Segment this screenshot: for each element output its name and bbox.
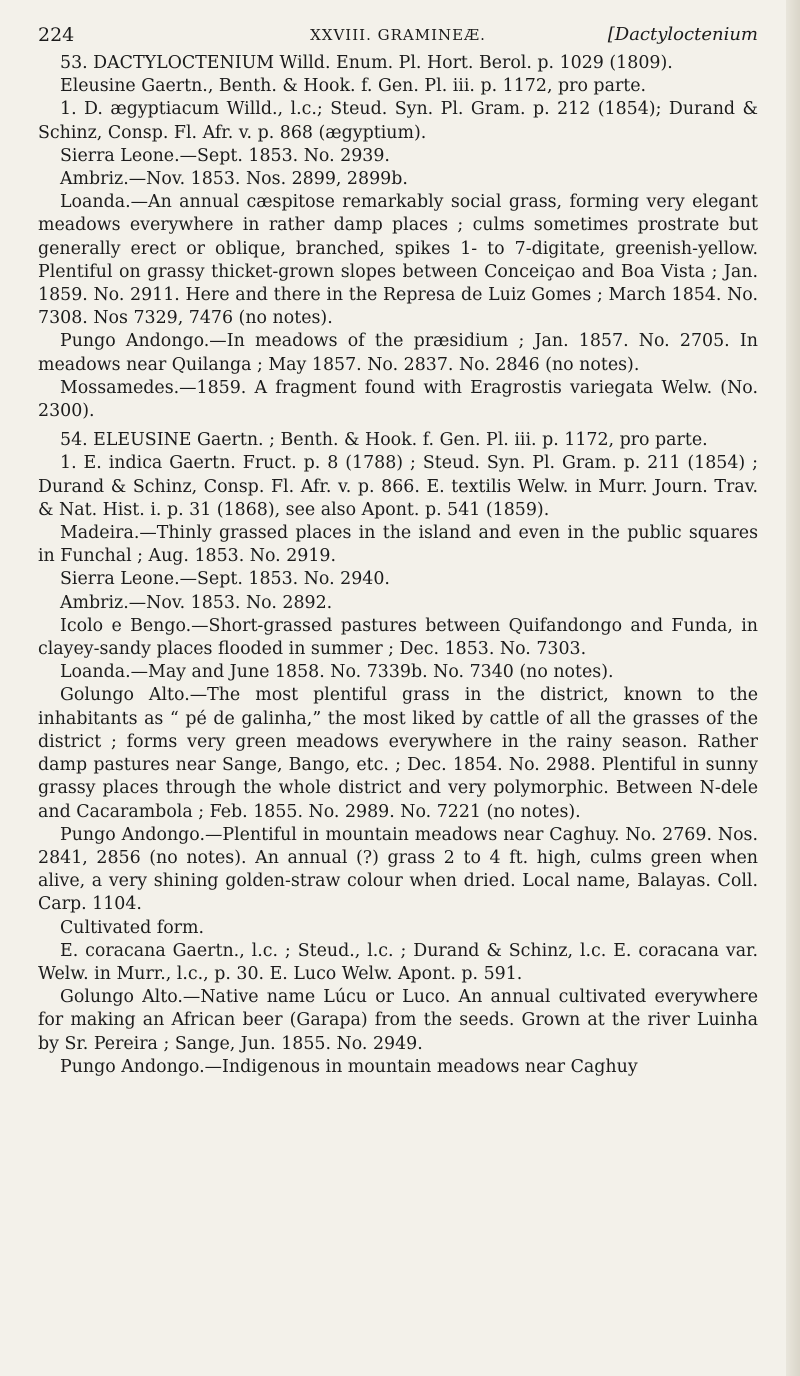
species-d-aegyptiacum: 1. D. ægyptiacum Willd., l.c.; Steud. Syn. Pl. Gram. p. 212 (1854); Durand & Schinz, Consp. Fl. Afr. v. p. 868 (ægyptium). [38,99,758,143]
species-e-indica: 1. E. indica Gaertn. Fruct. p. 8 (1788) ; Steud. Syn. Pl. Gram. p. 211 (1854) ; Durand & Schinz, Consp. Fl. Afr. v. p. 866. E. textilis Welw. in Murr. Journ. Trav. & Nat. Hist. i. p. 31 (1868), see also Apont. p. 541 (1859). [38,453,758,520]
locality-mossamedes: Mossamedes.—1859. A fragment found with Eragrostis variegata Welw. (No. 2300). [38,377,758,422]
running-header [38,18,758,52]
cultivated-form-heading: Cultivated form. [60,917,204,938]
locality-pungo-andongo-2: Pungo Andongo.—Plentiful in mountain meadows near Caghuy. No. 2769. Nos. 2841, 2856 (no notes). An annual (?) grass 2 to 4 ft. high, culms green when alive, a very shining golden-straw colour when dried. Local name, Balayas. Coll. Carp. 1104. [38,824,758,915]
running-title: XXVIII. GRAMINEÆ. [310,26,486,44]
locality-pungo-andongo-3: Pungo Andongo.—Indigenous in mountain meadows near Caghuy [60,1056,638,1077]
genus-54-heading: 54. ELEUSINE Gaertn. ; Benth. & Hook. f. Gen. Pl. iii. p. 1172, pro parte. [60,430,708,451]
page-number: 224 [38,24,75,46]
locality-golungo-alto: Golungo Alto.—The most plentiful grass in the district, known to the inhabitants as “ pé de galinha,” the most liked by cattle of all the grasses of the district ; forms very green meadows everywhere in the rainy season. Rather damp pastures near Sange, Bango, etc. ; Dec. 1854. No. 2988. Plentiful in sunny grassy places through the whole district and very polymorphic. Between N-dele and Cacarambola ; Feb. 1855. No. 2989. No. 7221 (no notes). [38,685,758,822]
locality-icolo-e-bengo: Icolo e Bengo.—Short-grassed pastures between Quifandongo and Funda, in clayey-sandy places flooded in summer ; Dec. 1853. No. 7303. [38,615,758,660]
genus-header: [Dactyloctenium [607,24,758,45]
locality-sierra-leone-2: Sierra Leone.—Sept. 1853. No. 2940. [60,569,390,590]
synonym-eleusine: Eleusine Gaertn., Benth. & Hook. f. Gen. Pl. iii. p. 1172, pro parte. [60,76,647,97]
page-edge-shadow [786,0,800,1376]
species-e-coracana: E. coracana Gaertn., l.c. ; Steud., l.c. ; Durand & Schinz, l.c. E. coracana var. Welw. in Murr., l.c., p. 30. E. Luco Welw. Apont. p. 591. [38,940,758,984]
genus-53-heading: 53. DACTYLOCTENIUM Willd. Enum. Pl. Hort. Berol. p. 1029 (1809). [60,53,673,73]
locality-golungo-alto-2: Golungo Alto.—Native name Lúcu or Luco. An annual cultivated everywhere for making an African beer (Garapa) from the seeds. Grown at the river Luinha by Sr. Pereira ; Sange, Jun. 1855. No. 2949. [38,987,758,1054]
locality-ambriz-2: Ambriz.—Nov. 1853. No. 2892. [60,592,333,613]
locality-loanda-2: Loanda.—May and June 1858. No. 7339b. No. 7340 (no notes). [60,662,614,683]
locality-sierra-leone: Sierra Leone.—Sept. 1853. No. 2939. [60,145,390,166]
locality-madeira: Madeira.—Thinly grassed places in the island and even in the public squares in Funchal ; Aug. 1853. No. 2919. [38,523,758,567]
locality-pungo-andongo: Pungo Andongo.—In meadows of the præsidium ; Jan. 1857. No. 2705. In meadows near Quilanga ; May 1857. No. 2837. No. 2846 (no notes). [38,331,758,375]
locality-loanda: Loanda.—An annual cæspitose remarkably social grass, forming very elegant meadows everywhere in rather damp places ; culms sometimes prostrate but generally erect or oblique, branched, spikes 1- to 7-digitate, greenish-yellow. Plentiful on grassy thicket-grown slopes between Conceiçao and Boa Vista ; Jan. 1859. No. 2911. Here and there in the Represa de Luiz Gomes ; March 1854. No. 7308. Nos 7329, 7476 (no notes). [38,192,758,329]
locality-ambriz: Ambriz.—Nov. 1853. Nos. 2899, 2899b. [60,169,408,190]
